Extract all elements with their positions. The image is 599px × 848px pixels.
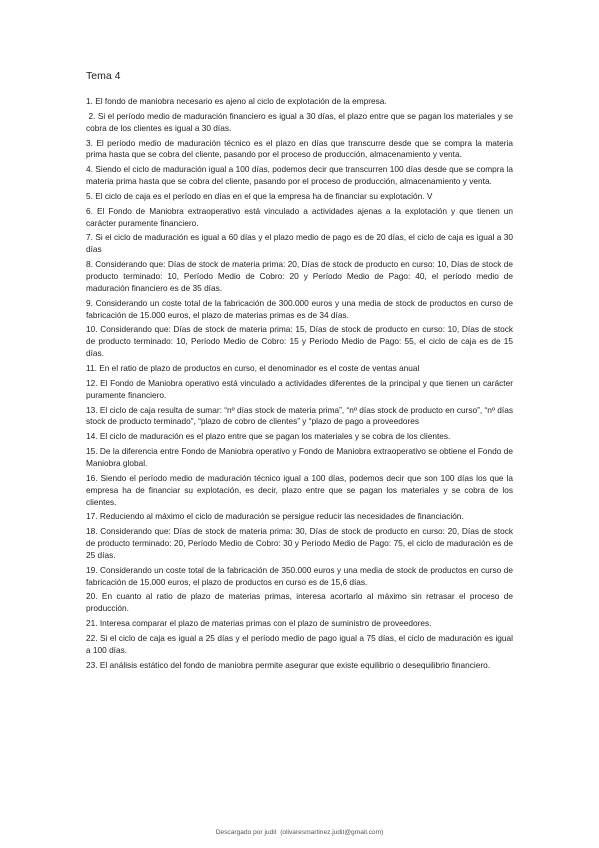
page-title: Tema 4 xyxy=(86,70,121,82)
question-item: 21. Interesa comparar el plazo de materias primas con el plazo de suministro de proveedores. xyxy=(86,618,432,629)
question-item: 11. En el ratio de plazo de productos en curso, el denominador es el coste de ventas anual xyxy=(86,363,420,374)
question-item: 1. El fondo de maniobra necesario es ajeno al ciclo de explotación de la empresa. xyxy=(86,96,387,106)
question-item: 20. En cuanto al ratio de plazo de materias primas, interesa acortarlo al máximo sin retrasar el proceso de producción. xyxy=(86,591,513,614)
question-item: 19. Considerando un coste total de la fabricación de 350.000 euros y una media de stock de productos en curso de fabricación de 15.000 euros, el plazo de productos en curso es de 15,6 días. xyxy=(86,564,513,587)
question-item: 14. El ciclo de maduración es el plazo entre que se pagan los materiales y se cobra de los clientes. xyxy=(86,431,451,442)
question-item: 7. Si el ciclo de maduración es igual a 60 días y el plazo medio de pago es de 20 días, el ciclo de caja es igual a 30 días xyxy=(86,232,513,255)
question-item: 18. Considerando que: Días de stock de materia prima: 30, Días de stock de producto en curso: 20, Días de stock de producto terminado: 20, Período Medio de Cobro: 30 y Período Medio de Pago: 75, el ciclo de maduración es de 25 días. xyxy=(86,526,513,560)
download-footer: Descargado por judit (olivaresmartinez.judit@gmail.com) xyxy=(215,829,384,836)
question-item: 5. El ciclo de caja es el período en días en el que la empresa ha de financiar su explotación. V xyxy=(86,190,433,201)
question-item: 16. Siendo el período medio de maduración técnico igual a 100 días, podemos decir que son 100 días los que la empresa ha de financiar su explotación, es decir, plazo entre que se pagan los materiales y se cobra de los clientes. xyxy=(86,472,513,507)
question-item: 23. El análisis estático del fondo de maniobra permite asegurar que existe equilibrio o desequilibrio financiero. xyxy=(86,659,491,670)
question-item: 17. Reduciendo al máximo el ciclo de maduración se persigue reducir las necesidades de financiación. xyxy=(86,511,464,522)
question-item: 6. El Fondo de Maniobra extraoperativo está vinculado a actividades ajenas a la explotación y que tienen un carácter puramente financiero. xyxy=(86,205,513,228)
question-item: 4. Siendo el ciclo de maduración igual a 100 días, podemos decir que transcurren 100 días desde que se compra la materia prima hasta que se cobra del cliente, pasando por el proceso de producción, almacenamiento y venta. xyxy=(86,164,513,187)
question-item: 15. De la diferencia entre Fondo de Maniobra operativo y Fondo de Maniobra extraoperativo se obtiene el Fondo de Maniobra global. xyxy=(86,446,513,468)
question-item: 13. El ciclo de caja resulta de sumar: “nº días stock de materia prima”, “nº días stock de producto en curso”, “nº días stock de producto terminado”, “plazo de cobro de clientes” y “plazo de pago a proveedores xyxy=(86,404,513,427)
question-item: 8. Considerando que: Días de stock de materia prima: 20, Días de stock de producto en curso: 10, Días de stock de producto terminado: 10, Período Medio de Cobro: 20 y Período Medio de Pago: 40, el período medio de maduración financiero es de 35 días. xyxy=(86,259,513,293)
question-item: 22. Si el ciclo de caja es igual a 25 días y el período medio de pago igual a 75 días, el ciclo de maduración es igual a 100 días. xyxy=(86,632,513,655)
question-item: 12. El Fondo de Maniobra operativo está vinculado a actividades diferentes de la principal y que tienen un carácter puramente financiero. xyxy=(86,377,513,400)
question-item: 2. Si el período medio de maduración financiero es igual a 30 días, el plazo entre que se pagan los materiales y se cobra de los clientes es igual a 30 días. xyxy=(86,110,516,133)
question-item: 3. El período medio de maduración técnico es el plazo en días que transcurre desde que se compra la materia prima hasta que se cobra del cliente, pasando por el proceso de producción, almacenamiento y venta. xyxy=(86,137,513,160)
question-list xyxy=(86,96,516,674)
question-item: 10. Considerando que: Días de stock de materia prima: 15, Días de stock de producto en curso: 10, Días de stock de producto terminado: 10, Período Medio de Cobro: 15 y Período Medio de Pago: 55, el ciclo de caja es de 15 días. xyxy=(86,324,513,359)
question-item: 9. Considerando un coste total de la fabricación de 300.000 euros y una media de stock de productos en curso de fabricación de 15.000 euros, el plazo de materias primas es de 34 días. xyxy=(86,297,513,320)
